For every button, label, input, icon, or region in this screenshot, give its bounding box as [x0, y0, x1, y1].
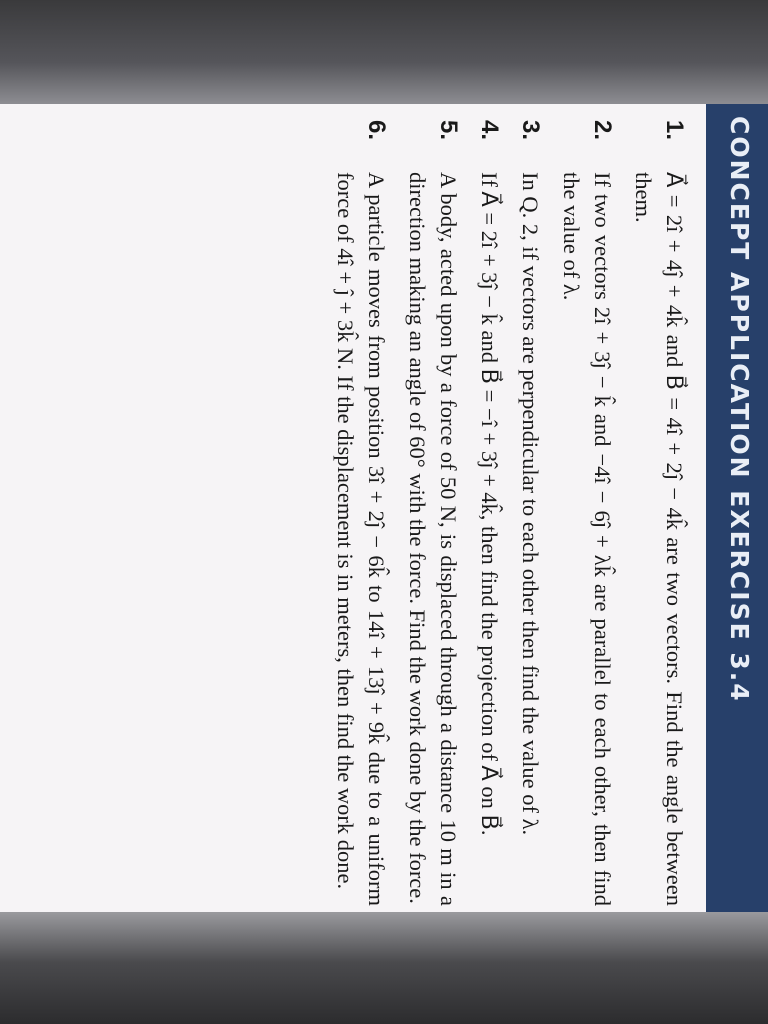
- rotated-page-content: [0, 104, 768, 912]
- exercise-header-band: [706, 104, 768, 912]
- question-item: [330, 112, 392, 906]
- question-item: [515, 112, 546, 906]
- question-number: 5.: [435, 120, 462, 141]
- scan-shadow-bottom: [0, 912, 768, 1024]
- question-item: [474, 112, 505, 906]
- question-number: 2.: [589, 120, 616, 141]
- exercise-question-list: [10, 112, 690, 906]
- question-text: If A⃗ = 2î + 3ĵ − k̂ and B⃗ = −î + 3ĵ + 4k̂, then find the projection of A⃗ on B⃗.: [477, 172, 502, 836]
- book-page: [0, 104, 768, 912]
- question-item: [402, 112, 464, 906]
- question-number: 6.: [363, 120, 390, 141]
- question-number: 3.: [517, 120, 544, 141]
- question-text: A⃗ = 2î + 4ĵ + 4k̂ and B⃗ = 4î + 2ĵ − 4k̂ are two vectors. Find the angle between them.: [631, 172, 687, 906]
- exercise-title: CONCEPT APPLICATION EXERCISE 3.4: [725, 116, 754, 703]
- question-text: If two vectors 2î + 3ĵ − k̂ and −4î − 6ĵ + λk̂ are parallel to each other, then find the value of λ.: [559, 172, 615, 906]
- question-text: A particle moves from position 3î + 2ĵ − 6k̂ to 14î + 13ĵ + 9k̂ due to a uniform force of 4î + ĵ + 3k̂ N. If the displacement is in meters, then find the work done.: [333, 172, 389, 906]
- question-item: [556, 112, 618, 906]
- question-text: A body, acted upon by a force of 50 N, is displaced through a distance 10 m in a direction making an angle of 60° with the force. Find the work done by the force.: [405, 172, 461, 906]
- question-number: 1.: [661, 120, 688, 141]
- question-item: [628, 112, 690, 906]
- question-text: In Q. 2, if vectors are perpendicular to each other then find the value of λ.: [518, 172, 543, 836]
- question-number: 4.: [476, 120, 503, 141]
- scan-shadow-top: [0, 0, 768, 104]
